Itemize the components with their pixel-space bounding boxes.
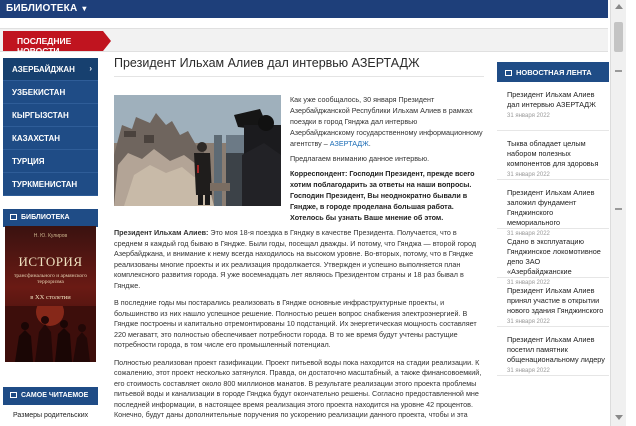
news-item-title[interactable]: Президент Ильхам Алиев заложил фундамент Гянджинского мемориального xyxy=(507,188,595,227)
news-item[interactable] xyxy=(497,131,609,180)
news-item-date: 31 января 2022 xyxy=(507,231,550,237)
news-feed xyxy=(497,62,609,376)
news-feed-header xyxy=(497,62,609,82)
scroll-marker xyxy=(615,70,622,72)
intro-invite: Предлагаем вниманию данное интервью. xyxy=(290,154,430,163)
correspondent-question xyxy=(290,168,483,223)
top-menu-bar[interactable] xyxy=(0,0,608,18)
news-item-date: 31 января 2022 xyxy=(507,368,550,374)
chevron-down-icon[interactable]: ▾ xyxy=(82,4,87,13)
scroll-down-arrow-icon[interactable] xyxy=(615,415,623,420)
mostread-block-title: САМОЕ ЧИТАЕМОЕ xyxy=(21,392,89,399)
book-century: в ХХ столетии xyxy=(30,294,71,301)
news-item-title[interactable]: Сдано в эксплуатацию Гянджинское локомотивное депо ЗАО «Азербайджанские xyxy=(507,237,601,276)
news-item-date: 31 января 2022 xyxy=(507,113,550,119)
nav-item-label: КЫРГЫЗСТАН xyxy=(12,111,69,120)
book-title: ИСТОРИЯ xyxy=(18,254,83,269)
news-item-title[interactable]: Тыква обладает целым набором полезных компонентов для здоровья xyxy=(507,139,599,168)
answer-paragraph: Полностью реализован проект газификации. Проект питьевой воды пока находится на стадии реализации. К сожалению, этот проект несколько затянулся. Правда, он достаточно масштабный, а также финансовоемкий, его стоимость составляет около 800 миллионов манатов. В результате реализации этого проекта проблемы питьевой воды и канализации в городе Гянджа будут окончательно решены. Согласно предоставленной мне последней информации, в настоящее время реализация этого проекта находится на уровне 42 процентов. Конечно, будут даны дополнительные поручения по ускорению реализации данного проекта, чтобы и эта xyxy=(114,357,482,419)
nav-item-label: УЗБЕКИСТАН xyxy=(12,88,66,97)
intro-text: Как уже сообщалось, 30 января Президент Азербайджанской Республики Ильхам Алиев в рамках поездки в город Гянджа дал интервью Азербайджанскому государственному информационному агентству – xyxy=(290,95,483,148)
nav-item-label: АЗЕРБАЙДЖАН xyxy=(12,65,75,74)
article-intro xyxy=(290,94,483,227)
answer-text: Это моя 18-я поездка в Гянджу в качестве Президента. Получается, что в среднем я каждый год бываю в Гяндже. Были годы, посещал дважды. И потому, что Гянджа — второй город Азербайджана, и внимание к нему всегда находилось на высоком уровне. Во-вторых, потому, что в Гяндже реализованы многие проекты и их реализация продолжается. Утвержден и успешно выполняется план комплексного развития города. Я уже восемнадцать лет являюсь Президентом страны и 18 раз бывал в Гяндже. xyxy=(114,228,477,290)
answer-paragraph xyxy=(114,228,484,291)
news-item[interactable] xyxy=(497,327,609,376)
article-body xyxy=(114,228,484,426)
nav-item-label: ТУРКМЕНИСТАН xyxy=(12,180,78,189)
library-block-header xyxy=(3,209,98,227)
answer-lead: Президент Ильхам Алиев: xyxy=(114,228,209,237)
article-title: Президент Ильхам Алиев дал интервью АЗЕРТАДЖ xyxy=(114,56,420,70)
news-item-title[interactable]: Президент Ильхам Алиев принял участие в открытии нового здания Гянджинского xyxy=(507,286,604,315)
book-subtitle: трансфинального и армянского терроризма xyxy=(13,273,88,285)
news-item-title[interactable]: Президент Ильхам Алиев посетил памятник общенациональному лидеру xyxy=(507,335,605,364)
question-text: Корреспондент: Господин Президент, прежде всего хотим поблагодарить за ответы на наши вопросы. Господин Президент, Вы неоднократно бывали в Гяндже, в городе проделана большая работа. Хотелось бы узнать Ваше мнение об этом. xyxy=(290,169,475,222)
library-menu-label[interactable]: БИБЛИОТЕКА xyxy=(6,3,78,14)
nav-item-kazakhstan[interactable] xyxy=(3,127,98,150)
title-divider xyxy=(114,76,484,77)
nav-item-uzbekistan[interactable] xyxy=(3,81,98,104)
scroll-up-arrow-icon[interactable] xyxy=(615,4,623,9)
list-icon xyxy=(10,392,17,398)
intro-paragraph xyxy=(290,94,483,149)
nav-item-kyrgyzstan[interactable] xyxy=(3,104,98,127)
book-icon xyxy=(10,214,17,220)
nav-item-azerbaijan[interactable] xyxy=(3,58,98,81)
scroll-marker xyxy=(615,208,622,210)
news-item-date: 31 января 2022 xyxy=(507,172,550,178)
news-item[interactable] xyxy=(497,278,609,327)
chevron-right-icon: › xyxy=(89,64,92,73)
news-feed-title: НОВОСТНАЯ ЛЕНТА xyxy=(516,68,592,77)
page-scrollbar[interactable] xyxy=(610,0,626,426)
nav-item-turkey[interactable] xyxy=(3,150,98,173)
news-item-title[interactable]: Президент Ильхам Алиев дал интервью АЗЕРТАДЖ xyxy=(507,90,596,109)
azertac-link[interactable]: АЗЕРТАДЖ xyxy=(329,139,369,148)
news-icon xyxy=(505,70,512,76)
answer-paragraph: В последние годы мы постарались реализовать в Гяндже основные инфраструктурные проекты, и большинство из них нашло успешное решение. Полностью решен вопрос снабжения электроэнергией. В Гяндже построены и капитально отремонтированы 10 подстанций. Их энергетическая мощность составляет 220 мегаватт, это полностью обеспечивает потребности города. В то же время будут учтены растущие потребности города, в том числе его промышленный потенциал. xyxy=(114,298,477,349)
ruins-photo-image xyxy=(114,95,281,206)
library-block-title: БИБЛИОТЕКА xyxy=(21,214,70,221)
article-photo[interactable] xyxy=(114,95,281,206)
latest-news-tag[interactable]: ПОСЛЕДНИЕ НОВОСТИ xyxy=(3,31,103,51)
mostread-block-header xyxy=(3,387,98,405)
nav-item-turkmenistan[interactable] xyxy=(3,173,98,196)
article-header xyxy=(114,56,484,77)
news-item[interactable] xyxy=(497,82,609,131)
latest-news-bar xyxy=(0,28,608,56)
news-item-date: 31 января 2022 xyxy=(507,280,550,286)
nav-item-label: ТУРЦИЯ xyxy=(12,157,45,166)
book-cover-illustration xyxy=(5,306,96,362)
news-item-date: 31 января 2022 xyxy=(507,319,550,325)
scrollbar-thumb[interactable] xyxy=(614,22,623,52)
intro-text-end: . xyxy=(368,139,371,148)
nav-item-label: КАЗАХСТАН xyxy=(12,134,60,143)
news-item[interactable] xyxy=(497,229,609,286)
country-nav xyxy=(3,58,98,196)
news-item[interactable] xyxy=(497,180,609,237)
book-author: Н. Ю. Кулиров xyxy=(33,233,68,239)
mostread-item[interactable]: Размеры родительских xyxy=(13,412,89,419)
book-cover[interactable] xyxy=(5,226,96,362)
